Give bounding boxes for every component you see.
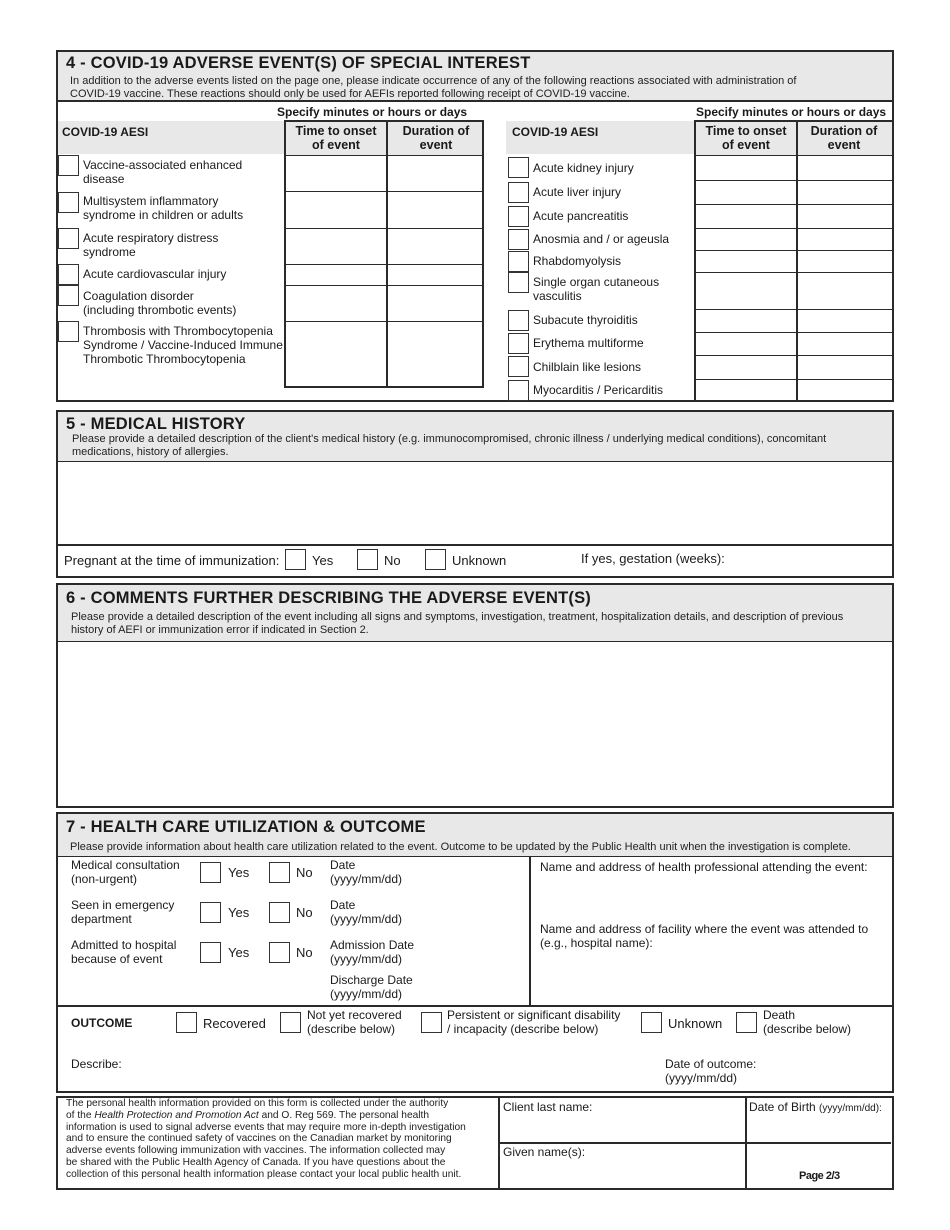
privacy-notice: The personal health information provided on this form is collected under the authority of the Health Protection and Promotion Act and O. Reg 569. The personal health information is used to signal adverse events that may require more in-depth investigation and to ensure the continued safety of vaccines on the Canadian market by monitoring adverse events following immunization with vaccines. The information collected may be shared with the Public Health Agency of Canada. If you have questions about the collection of this personal health information please contact your local public health unit. (66, 1098, 466, 1180)
checkbox-aesi-right-5[interactable] (508, 251, 529, 272)
aesi-right-4: Anosmia and / or ageusla (533, 232, 670, 246)
outcome-death-checkbox[interactable] (736, 1012, 757, 1033)
checkbox-aesi-right-4[interactable] (508, 229, 529, 250)
checkbox-aesi-right-10[interactable] (508, 380, 529, 401)
checkbox-aesi-left-1[interactable] (58, 155, 79, 176)
checkbox-aesi-left-3[interactable] (58, 228, 79, 249)
row2-no-label: No (296, 905, 313, 920)
outcome-recovered-label: Recovered (203, 1016, 266, 1031)
section-6-desc-line1: Please provide a detailed description of the event including all signs and symptoms, investigation, treatment, hospitalization details, and description of previous (71, 611, 844, 623)
gestation-label: If yes, gestation (weeks): (581, 551, 725, 566)
row1-date-label: Date (yyyy/mm/dd) (330, 858, 402, 886)
section-5-desc-line2: medications, history of allergies. (72, 446, 229, 458)
medical-history-textarea[interactable] (58, 462, 892, 544)
outcome-death-label: Death (describe below) (763, 1008, 852, 1036)
section-7-title: 7 - HEALTH CARE UTILIZATION & OUTCOME (66, 818, 426, 836)
section-7 (56, 812, 894, 1093)
checkbox-aesi-left-2[interactable] (58, 192, 79, 213)
discharge-date-label: Discharge Date (yyyy/mm/dd) (330, 973, 413, 1001)
checkbox-aesi-right-1[interactable] (508, 157, 529, 178)
checkbox-aesi-right-6[interactable] (508, 272, 529, 293)
aesi-right-3: Acute pancreatitis (533, 209, 629, 223)
aesi-left-1: Vaccine-associated enhanced disease (83, 158, 243, 186)
facility-label: Name and address of facility where the event was attended to (e.g., hospital name): (540, 922, 869, 950)
right-onset-header: Time to onset of event (705, 124, 787, 152)
aesi-right-9: Chilblain like lesions (533, 360, 642, 374)
section-6-desc-line2: history of AEFI or immunization error if indicated in Section 2. (71, 624, 369, 636)
aesi-left-5: Coagulation disorder (including thrombotic events) (83, 289, 237, 317)
section-4-header (56, 50, 894, 102)
section-6-desc (71, 611, 843, 637)
given-names-label: Given name(s): (503, 1145, 586, 1159)
outcome-recovered-checkbox[interactable] (176, 1012, 197, 1033)
comments-textarea[interactable] (58, 642, 892, 806)
section-6 (56, 583, 894, 808)
outcome-unknown-checkbox[interactable] (641, 1012, 662, 1033)
row3-no-label: No (296, 945, 313, 960)
outcome-not-recovered-checkbox[interactable] (280, 1012, 301, 1033)
aesi-right-1: Acute kidney injury (533, 161, 634, 175)
pregnant-label: Pregnant at the time of immunization: (64, 553, 280, 568)
describe-label: Describe: (71, 1057, 122, 1071)
aesi-right-7: Subacute thyroiditis (533, 313, 638, 327)
outcome-not-recovered-label: Not yet recovered (describe below) (307, 1008, 402, 1036)
checkbox-aesi-right-3[interactable] (508, 206, 529, 227)
checkbox-aesi-right-7[interactable] (508, 310, 529, 331)
checkbox-aesi-right-9[interactable] (508, 356, 529, 377)
row1-no-checkbox[interactable] (269, 862, 290, 883)
row3-yes-label: Yes (228, 945, 250, 960)
health-professional-label: Name and address of health professional attending the event: (540, 860, 868, 874)
pregnant-unknown-label: Unknown (452, 553, 507, 568)
row1-yes-label: Yes (228, 865, 250, 880)
row2-yes-label: Yes (228, 905, 250, 920)
dob-label: Date of Birth (yyyy/mm/dd): (749, 1100, 882, 1114)
left-duration-header: Duration of event (402, 124, 470, 152)
right-aesi-table (694, 120, 894, 402)
checkbox-aesi-left-4[interactable] (58, 264, 79, 285)
pregnant-unknown-checkbox[interactable] (425, 549, 446, 570)
pregnant-yes-label: Yes (312, 553, 334, 568)
section-4-desc-line1: In addition to the adverse events listed on the page one, please indicate occurrence of any of the following reactions associated with administration of (70, 75, 797, 87)
aesi-right-8: Erythema multiforme (533, 336, 644, 350)
aesi-left-2: Multisystem inflammatory syndrome in children or adults (83, 194, 244, 222)
row2-yes-checkbox[interactable] (200, 902, 221, 923)
checkbox-aesi-left-5[interactable] (58, 285, 79, 306)
outcome-unknown-label: Unknown (668, 1016, 723, 1031)
pregnant-no-checkbox[interactable] (357, 549, 378, 570)
section-5-title: 5 - MEDICAL HISTORY (66, 415, 246, 433)
aesi-right-6: Single organ cutaneous vasculitis (533, 275, 660, 303)
right-duration-header: Duration of event (810, 124, 878, 152)
row3-yes-checkbox[interactable] (200, 942, 221, 963)
page-number: Page 2/3 (799, 1170, 840, 1182)
section-7-desc: Please provide information about health care utilization related to the event. Outcome to be updated by the Public Health unit when the investigation is complete. (70, 841, 851, 853)
row3-label: Admitted to hospital because of event (71, 938, 177, 966)
section-5-desc-line1: Please provide a detailed description of the client's medical history (e.g. immunocompromised, chronic illness / underlying medical conditions), concomitant (72, 433, 827, 445)
section-4-desc-line2: COVID-19 vaccine. These reactions should only be used for AEFIs reported following receipt of COVID-19 vaccine. (70, 88, 630, 100)
left-aesi-table (284, 120, 484, 388)
row3-no-checkbox[interactable] (269, 942, 290, 963)
date-of-outcome-label: Date of outcome: (yyyy/mm/dd) (665, 1057, 757, 1085)
client-last-name-label: Client last name: (503, 1100, 593, 1114)
row2-label: Seen in emergency department (71, 898, 175, 926)
row1-label: Medical consultation (non-urgent) (71, 858, 180, 886)
aesi-left-6: Thrombosis with Thrombocytopenia Syndrome / Vaccine-Induced Immune Thrombotic Thrombocytopenia (83, 324, 283, 366)
checkbox-aesi-right-8[interactable] (508, 333, 529, 354)
checkbox-aesi-left-6[interactable] (58, 321, 79, 342)
left-onset-header: Time to onset of event (295, 124, 377, 152)
pregnant-no-label: No (384, 553, 401, 568)
section-4-desc (70, 75, 796, 101)
specify-label-left: Specify minutes or hours or days (277, 105, 468, 119)
section-5-desc (72, 433, 826, 459)
aesi-left-3: Acute respiratory distress syndrome (83, 231, 219, 259)
row3-date-label: Admission Date (yyyy/mm/dd) (330, 938, 415, 966)
checkbox-aesi-right-2[interactable] (508, 182, 529, 203)
row1-yes-checkbox[interactable] (200, 862, 221, 883)
section-4-title: 4 - COVID-19 ADVERSE EVENT(S) OF SPECIAL INTEREST (66, 54, 531, 72)
outcome-label: OUTCOME (71, 1016, 133, 1030)
pregnant-yes-checkbox[interactable] (285, 549, 306, 570)
outcome-persistent-label: Persistent or significant disability / incapacity (describe below) (447, 1008, 621, 1036)
left-aesi-col-label: COVID-19 AESI (62, 125, 149, 139)
right-aesi-col-label: COVID-19 AESI (512, 125, 599, 139)
aesi-right-2: Acute liver injury (533, 185, 622, 199)
aesi-left-4: Acute cardiovascular injury (83, 267, 227, 281)
outcome-persistent-checkbox[interactable] (421, 1012, 442, 1033)
specify-label-right: Specify minutes or hours or days (696, 105, 887, 119)
aesi-right-10: Myocarditis / Pericarditis (533, 383, 664, 397)
row2-no-checkbox[interactable] (269, 902, 290, 923)
row2-date-label: Date (yyyy/mm/dd) (330, 898, 402, 926)
section-6-title: 6 - COMMENTS FURTHER DESCRIBING THE ADVERSE EVENT(S) (66, 589, 591, 607)
row1-no-label: No (296, 865, 313, 880)
aesi-right-5: Rhabdomyolysis (533, 254, 622, 268)
